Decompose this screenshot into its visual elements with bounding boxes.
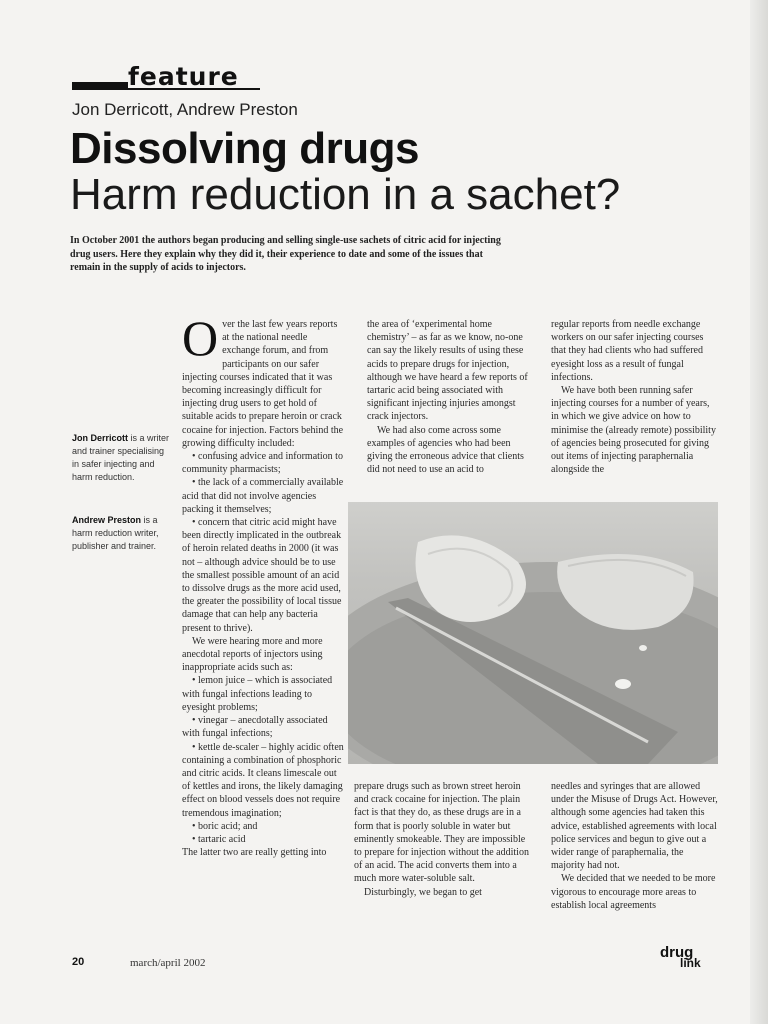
headline: Dissolving drugs	[70, 124, 419, 173]
body-paragraph: the area of ‘experimental home chemistry’ – as far as we know, no-one can say the likely results of using these acids to prepare drugs for injection, although we have heard a few reports of tartaric acid being associated with significant injecting injuries amongst crack injectors.	[367, 319, 528, 423]
issue-date: march/april 2002	[130, 957, 206, 969]
body-paragraph: regular reports from needle exchange workers on our safer injecting courses that they had clients who had suffered eyesight loss as a result of fungal infections.	[551, 319, 704, 383]
page-number: 20	[72, 956, 85, 968]
bullet-item: • boric acid; and	[192, 820, 258, 832]
bio-name: Andrew Preston	[72, 515, 142, 525]
body-paragraph: We had also come across some examples of agencies who had been giving the erroneous advice that clients did not need to use an acid to	[367, 424, 524, 476]
standfirst: In October 2001 the authors began producing and selling single-use sachets of citric acid for injecting drug users. Here they explain why they did it, their experience to date and some of the issues that remain in the supply of acids to injectors.	[70, 235, 501, 273]
body-paragraph: We decided that we needed to be more vigorous to encourage more areas to establish local agreements	[551, 873, 716, 911]
body-paragraph: We have both been running safer injecting courses for a number of years, in which we give advice on how to minimise the (already remote) possibility of agencies being prosecuted for giving out items of injecting paraphernalia alongside the	[551, 385, 716, 476]
bio-name: Jon Derricott	[72, 433, 129, 443]
body-paragraph: prepare drugs such as brown street heroin and crack cocaine for injection. The plain fact is that they do, as these drugs are in a form that is poorly soluble in water but eminently smokeable. They are impossible to prepare for injection without the addition of an acid. The acid converts them into a much more water-soluble salt.	[354, 781, 529, 885]
bullet-item: • kettle de-scaler – highly acidic often containing a combination of phosphoric and citric acids. It cleans limescale out of kettles and irons, the likely damaging effect on blood vessels does not require tremendous imagination;	[182, 741, 344, 819]
publication-logo-link: link	[680, 956, 701, 970]
bullet-item: • lemon juice – which is associated with fungal infections leading to eyesight problems;	[182, 675, 333, 713]
publication-logo-drug: drug	[660, 944, 694, 961]
bio-text: is a writer and trainer specialising in safer injecting and harm reduction.	[72, 433, 170, 482]
bullet-item: • concern that citric acid might have been directly implicated in the outbreak of heroin related deaths in 2000 (it was not – although advice should be to use the smallest possible amount of an acid to dissolve drugs as the more acid used, the greater the possibility of local tissue damage that can help any bacteria present to thrive).	[182, 517, 342, 634]
article-column-2-top	[367, 318, 535, 488]
section-title: feature	[128, 62, 239, 91]
bullet-item: • vinegar – anecdotally associated with fungal infections;	[182, 715, 328, 740]
bullet-item: • confusing advice and information to community pharmacists;	[182, 451, 343, 476]
author-bio-2	[72, 514, 172, 553]
article-column-3-bottom	[551, 780, 719, 932]
body-paragraph: The latter two are really getting into	[182, 847, 327, 859]
bullet-item: • tartaric acid	[192, 833, 246, 845]
drop-cap: O	[182, 318, 219, 366]
lemon-and-knife-illustration	[348, 502, 718, 764]
bio-text: is a harm reduction writer, publisher and trainer.	[72, 515, 159, 551]
bullet-item: • the lack of a commercially available acid that did not involve agencies packing it themselves;	[182, 477, 344, 515]
article-column-2-bottom	[354, 780, 530, 932]
subheadline: Harm reduction in a sachet?	[70, 170, 621, 219]
article-column-3-top	[551, 318, 719, 488]
article-column-1	[182, 318, 346, 932]
author-bio-1	[72, 432, 172, 484]
body-paragraph: needles and syringes that are allowed under the Misuse of Drugs Act. However, although some agencies had taken this advice, established agreements with local police services and begun to give out a wider range of paraphernalia, the majority had not.	[551, 781, 718, 872]
lead-paragraph: Over the last few years reports at the national needle exchange forum, and from participants on our safer injecting courses indicated that it was becoming increasingly difficult for injecting drug users to get hold of suitable acids to prepare heroin or crack cocaine for injection. Factors behind the growing difficulty included:	[182, 318, 344, 449]
page-edge-shadow	[750, 0, 768, 1024]
article-photo	[348, 502, 718, 764]
body-paragraph: Disturbingly, we began to get	[364, 886, 482, 898]
byline: Jon Derricott, Andrew Preston	[72, 100, 298, 119]
body-paragraph: We were hearing more and more anecdotal reports of injectors using inappropriate acids such as:	[182, 635, 323, 674]
